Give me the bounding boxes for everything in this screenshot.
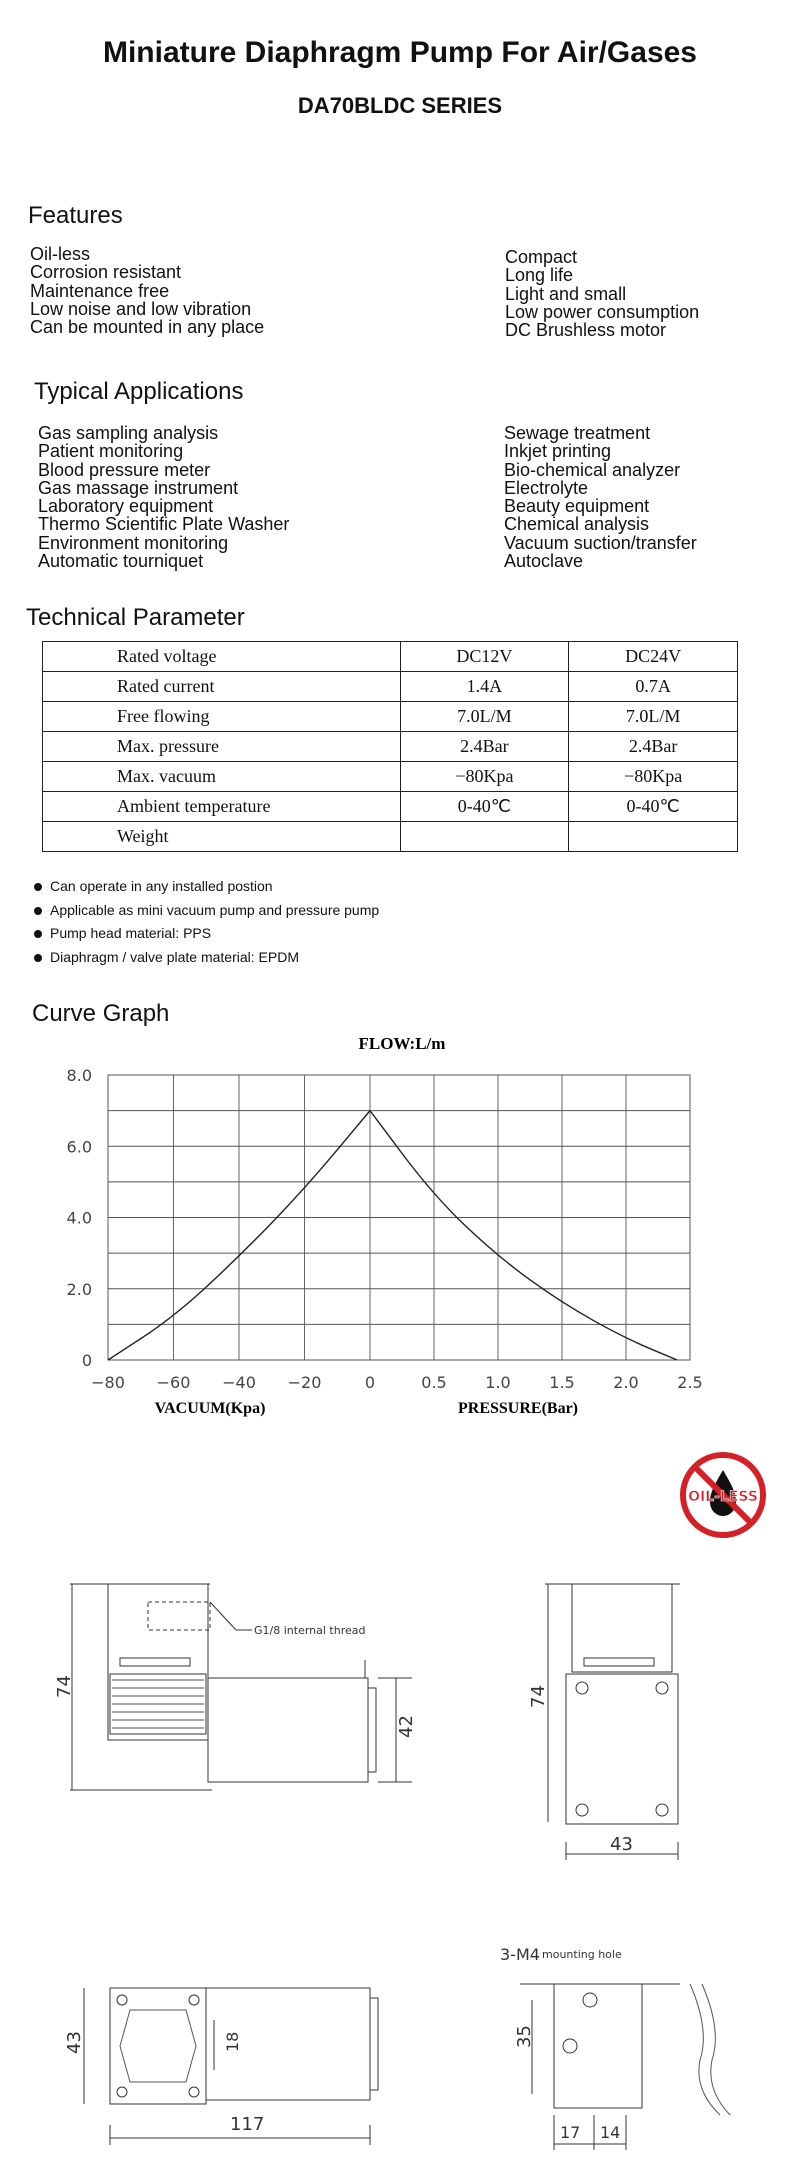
dc12v-value: −80Kpa xyxy=(400,762,569,792)
dim-42: 42 xyxy=(396,1715,417,1738)
features-heading: Features xyxy=(28,202,123,229)
parameter-label: Max. pressure xyxy=(43,732,401,762)
dc24v-value: −80Kpa xyxy=(569,762,738,792)
dim-74-side: 74 xyxy=(528,1685,549,1708)
dc24v-value: 7.0L/M xyxy=(569,702,738,732)
feature-item: Maintenance free xyxy=(30,280,170,301)
feature-item: Corrosion resistant xyxy=(30,262,182,283)
application-item: Chemical analysis xyxy=(504,514,650,535)
front-view-drawing xyxy=(70,1584,412,1790)
application-item: Beauty equipment xyxy=(504,496,650,517)
table-row xyxy=(43,672,738,702)
dim-74-front: 74 xyxy=(54,1675,75,1698)
dim-18: 18 xyxy=(223,2031,242,2052)
dc24v-value xyxy=(569,822,738,852)
table-row xyxy=(43,792,738,822)
feature-item: Compact xyxy=(505,247,578,267)
parameter-label: Free flowing xyxy=(43,702,401,732)
x-tick-label: 1.5 xyxy=(549,1373,575,1392)
x-tick-label: 0.5 xyxy=(421,1373,447,1392)
mount-prefix: 3-M4 xyxy=(500,1945,540,1964)
table-row xyxy=(43,762,738,792)
application-item: Blood pressure meter xyxy=(38,459,211,480)
mount-note: mounting hole xyxy=(542,1948,622,1961)
y-tick-label: 2.0 xyxy=(66,1279,92,1299)
end-view-drawing xyxy=(520,1984,730,2150)
y-tick-labels xyxy=(67,1066,92,1370)
parameter-label: Ambient temperature xyxy=(43,792,401,822)
parameter-label: Rated voltage xyxy=(43,642,401,672)
feature-item: Low noise and low vibration xyxy=(30,298,252,319)
dc12v-value: 2.4Bar xyxy=(400,732,569,762)
notes-list xyxy=(30,875,379,969)
parameter-label: Weight xyxy=(43,822,401,852)
x-tick-label: −40 xyxy=(222,1373,256,1392)
y-tick-label: 6.0 xyxy=(66,1137,92,1157)
parameter-label: Rated current xyxy=(43,672,401,702)
application-item: Vacuum suction/transfer xyxy=(504,532,697,553)
x-tick-label: 0 xyxy=(364,1373,376,1392)
application-item: Patient monitoring xyxy=(38,441,184,462)
application-item: Electrolyte xyxy=(504,477,589,498)
dim-43-top: 43 xyxy=(64,2031,85,2054)
feature-item: Can be mounted in any place xyxy=(30,317,265,338)
dc12v-value xyxy=(400,822,569,852)
technical-heading: Technical Parameter xyxy=(26,604,245,631)
table-row xyxy=(43,822,738,852)
table-row xyxy=(43,702,738,732)
curve-chart xyxy=(0,1030,800,1430)
feature-item: Long life xyxy=(505,265,574,286)
application-item: Bio-chemical analyzer xyxy=(504,459,681,480)
y-tick-label: 8.0 xyxy=(66,1066,92,1085)
application-item: Inkjet printing xyxy=(504,441,612,462)
application-item: Environment monitoring xyxy=(38,532,229,553)
dim-17: 17 xyxy=(560,2123,581,2142)
y-tick-label: 0 xyxy=(81,1351,92,1370)
applications-heading: Typical Applications xyxy=(34,378,244,405)
x-tick-label: −20 xyxy=(287,1373,322,1392)
pressure-axis-label: PRESSURE(Bar) xyxy=(457,1400,579,1417)
x-tick-label: 1.0 xyxy=(485,1373,511,1392)
x-tick-label: 2.0 xyxy=(613,1373,639,1392)
dim-14: 14 xyxy=(600,2123,621,2142)
application-item: Automatic tourniquet xyxy=(38,551,204,572)
feature-item: Oil-less xyxy=(30,244,91,264)
side-view-drawing xyxy=(545,1584,680,1860)
note-item: Applicable as mini vacuum pump and pressure pump xyxy=(30,899,379,923)
features-right-list xyxy=(505,248,699,339)
application-item: Gas massage instrument xyxy=(38,477,239,498)
curve-heading: Curve Graph xyxy=(32,1000,170,1027)
dc24v-value: 2.4Bar xyxy=(569,732,738,762)
vacuum-axis-label: VACUUM(Kpa) xyxy=(154,1400,266,1417)
note-item: Diaphragm / valve plate material: EPDM xyxy=(30,946,379,970)
note-item: Can operate in any installed postion xyxy=(30,875,379,899)
applications-left-list xyxy=(38,424,289,570)
applications-right-list xyxy=(504,424,697,570)
feature-item: DC Brushless motor xyxy=(505,320,667,341)
x-tick-labels xyxy=(91,1373,703,1392)
page-title: Miniature Diaphragm Pump For Air/Gases xyxy=(102,36,697,69)
application-item: Thermo Scientific Plate Washer xyxy=(38,514,290,535)
application-item: Gas sampling analysis xyxy=(38,423,219,443)
dim-35: 35 xyxy=(514,2025,535,2048)
dc12v-value: DC12V xyxy=(400,642,569,672)
features-left-list xyxy=(30,245,264,336)
x-tick-label: 2.5 xyxy=(677,1373,703,1392)
dc24v-value: 0.7A xyxy=(569,672,738,702)
application-item: Sewage treatment xyxy=(504,423,651,443)
note-item: Pump head material: PPS xyxy=(30,922,379,946)
thread-note: G1/8 internal thread xyxy=(254,1624,366,1637)
flow-label: FLOW:L/m xyxy=(358,1034,446,1053)
application-item: Autoclave xyxy=(504,551,584,572)
dc12v-value: 1.4A xyxy=(400,672,569,702)
series-subtitle: DA70BLDC SERIES xyxy=(297,93,503,118)
oil-less-badge xyxy=(680,1452,766,1538)
y-tick-label: 4.0 xyxy=(66,1208,92,1228)
chart-grid xyxy=(108,1075,690,1360)
dc12v-value: 7.0L/M xyxy=(400,702,569,732)
x-tick-label: −80 xyxy=(91,1373,125,1392)
dc24v-value: DC24V xyxy=(569,642,738,672)
table-row xyxy=(43,732,738,762)
badge-text: OIL-LESS xyxy=(688,1489,758,1505)
feature-item: Low power consumption xyxy=(505,301,700,322)
dc12v-value: 0-40℃ xyxy=(400,792,569,822)
dc24v-value: 0-40℃ xyxy=(569,792,738,822)
parameter-label: Max. vacuum xyxy=(43,762,401,792)
dim-117: 117 xyxy=(230,2114,265,2135)
application-item: Laboratory equipment xyxy=(38,496,214,517)
feature-item: Light and small xyxy=(505,283,627,304)
pressure-curve xyxy=(370,1111,677,1360)
table-row xyxy=(43,642,738,672)
parameter-table xyxy=(42,641,738,852)
x-tick-label: −60 xyxy=(156,1373,191,1392)
chart-curves xyxy=(108,1111,677,1360)
dim-43-side: 43 xyxy=(610,1834,633,1855)
technical-drawings xyxy=(0,1560,800,2160)
